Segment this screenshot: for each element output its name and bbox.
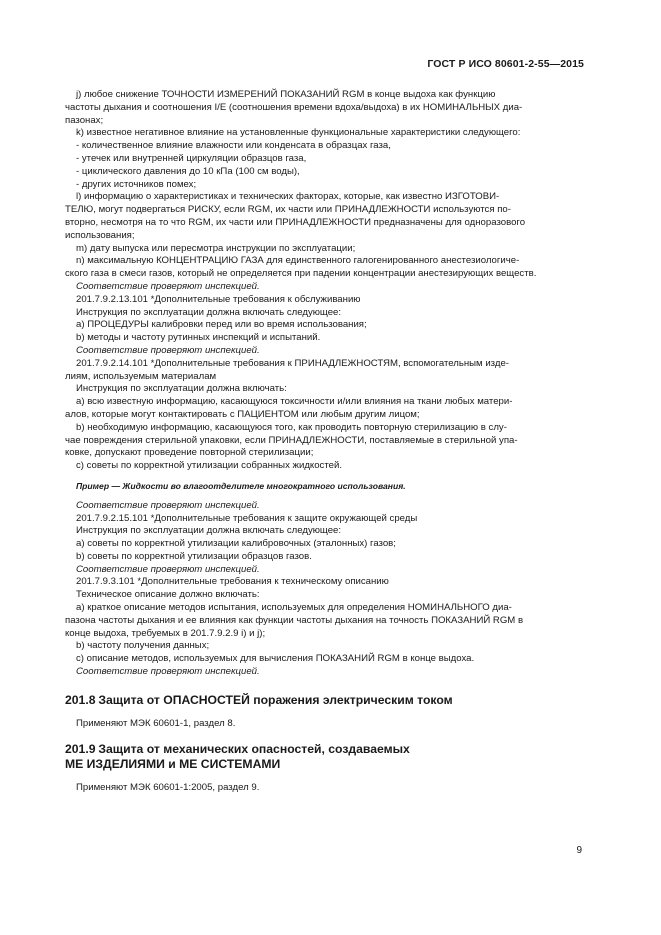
clause-93-intro: Техническое описание должно включать: bbox=[76, 589, 260, 601]
section-201-8-heading bbox=[65, 693, 584, 708]
spacer bbox=[76, 708, 584, 718]
clause-14-title-line2: лиям, используемым материалам bbox=[65, 370, 217, 382]
clause-14-item-c: c) советы по корректной утилизации собранных жидкостей. bbox=[76, 460, 342, 472]
section-201-8-number: 201.8 bbox=[65, 692, 96, 707]
example-note: Пример — Жидкости во влагоотделителе многократного использования. bbox=[76, 480, 406, 491]
section-201-8-title: Защита от ОПАСНОСТЕЙ поражения электрическим током bbox=[98, 692, 453, 707]
clause-14-intro: Инструкция по эксплуатации должна включать: bbox=[76, 383, 287, 395]
compliance-note-4: Соответствие проверяют инспекцией. bbox=[76, 563, 260, 575]
item-n-line1: n) максимальную КОНЦЕНТРАЦИЮ ГАЗА для единственного галогенированного анестезиологиче- bbox=[76, 255, 520, 267]
item-k-intro: k) известное негативное влияние на установленные функциональные характеристики следующего: bbox=[76, 127, 521, 139]
clause-15-title: 201.7.9.2.15.101 *Дополнительные требования к защите окружающей среды bbox=[76, 512, 418, 524]
section-201-9-heading bbox=[65, 742, 584, 757]
compliance-note-2: Соответствие проверяют инспекцией. bbox=[76, 344, 260, 356]
clause-14-item-a-line1: a) всю известную информацию, касающуюся токсичности и/или влияния на ткани любых матери- bbox=[76, 396, 513, 408]
spacer bbox=[76, 772, 584, 782]
compliance-note-3: Соответствие проверяют инспекцией. bbox=[76, 499, 260, 511]
section-201-9-title-line2: МЕ ИЗДЕЛИЯМИ и МЕ СИСТЕМАМИ bbox=[65, 756, 281, 771]
clause-13-title: 201.7.9.2.13.101 *Дополнительные требования к обслуживанию bbox=[76, 293, 361, 305]
clause-93-item-a-line1: a) краткое описание методов испытания, используемых для определения НОМИНАЛЬНОГО диа- bbox=[76, 602, 512, 614]
item-l-line2: ТЕЛЮ, могут подвергаться РИСКУ, если RGM, их части или ПРИНАДЛЕЖНОСТИ используются по- bbox=[65, 204, 511, 216]
section-201-9-text: Применяют МЭК 60601-1:2005, раздел 9. bbox=[76, 781, 260, 793]
clause-14-item-b-line3: ковке, допускают проведение повторной стерилизации; bbox=[65, 447, 314, 459]
item-m: m) дату выпуска или пересмотра инструкции по эксплуатации; bbox=[76, 242, 356, 254]
clause-15-intro: Инструкция по эксплуатации должна включать следующее: bbox=[76, 525, 342, 537]
clause-14-item-b-line1: b) необходимую информацию, касающуюся того, как проводить повторную стерилизацию в слу- bbox=[76, 421, 507, 433]
item-l-line4: использования; bbox=[65, 229, 135, 241]
compliance-note-1: Соответствие проверяют инспекцией. bbox=[76, 280, 260, 292]
item-j-line1: j) любое снижение ТОЧНОСТИ ИЗМЕРЕНИЙ ПОКАЗАНИЙ RGM в конце выдоха как функцию bbox=[76, 89, 496, 100]
clause-13-item-a: a) ПРОЦЕДУРЫ калибровки перед или во время использования; bbox=[76, 319, 367, 331]
clause-13-item-b: b) методы и частоту рутинных инспекций и испытаний. bbox=[76, 332, 321, 344]
section-201-8-text: Применяют МЭК 60601-1, раздел 8. bbox=[76, 717, 236, 729]
document-standard-header: ГОСТ Р ИСО 80601-2-55—2015 bbox=[427, 58, 584, 70]
spacer bbox=[76, 731, 584, 742]
item-k-bullet-2: - утечек или внутренней циркуляции образцов газа, bbox=[76, 152, 307, 164]
clause-93-title: 201.7.9.3.101 *Дополнительные требования к техническому описанию bbox=[76, 576, 389, 588]
clause-93-item-a-line3: конце выдоха, требуемых в 201.7.9.2.9 i) и j); bbox=[65, 627, 266, 639]
section-201-9-number: 201.9 bbox=[65, 741, 96, 756]
clause-93-item-c: c) описание методов, используемых для вычисления ПОКАЗАНИЙ RGM в конце выдоха. bbox=[76, 653, 475, 665]
item-l-line3: вторно, несмотря на то что RGM, их части или ПРИНАДЛЕЖНОСТИ предназначены для одноразового bbox=[65, 216, 526, 228]
clause-14-title-line1: 201.7.9.2.14.101 *Дополнительные требования к ПРИНАДЛЕЖНОСТЯМ, вспомогательным изде- bbox=[76, 357, 509, 369]
document-body bbox=[65, 89, 584, 794]
clause-13-intro: Инструкция по эксплуатации должна включать следующее: bbox=[76, 306, 342, 318]
item-k-bullet-1: - количественное влияние влажности или конденсата в образцах газа, bbox=[76, 140, 391, 152]
compliance-note-5: Соответствие проверяют инспекцией. bbox=[76, 666, 260, 678]
spacer bbox=[76, 679, 584, 693]
clause-15-item-b: b) советы по корректной утилизации образцов газов. bbox=[76, 550, 312, 562]
item-n-line2: ского газа в смеси газов, который не определяется при падении концентрации анестезирующих веществ. bbox=[65, 268, 537, 280]
page-number: 9 bbox=[576, 845, 582, 856]
item-j-line2: частоты дыхания и соотношения I/E (соотношения времени вдоха/выдоха) в их НОМИНАЛЬНЫХ диа- bbox=[65, 101, 523, 113]
item-j-line3: пазонах; bbox=[65, 114, 104, 126]
clause-93-item-a-line2: пазона частоты дыхания и ее влияния как функции частоты дыхания на точность ПОКАЗАНИЙ RGM в bbox=[65, 614, 524, 626]
clause-14-item-b-line2: чае повреждения стерильной упаковки, если ПРИНАДЛЕЖНОСТИ, поставляемые в стерильной упа- bbox=[65, 434, 518, 446]
clause-14-item-a-line2: алов, которые могут контактировать с ПАЦИЕНТОМ или любым другим лицом; bbox=[65, 408, 420, 420]
clause-93-item-b: b) частоту получения данных; bbox=[76, 640, 210, 652]
clause-15-item-a: a) советы по корректной утилизации калибровочных (эталонных) газов; bbox=[76, 538, 396, 550]
item-k-bullet-4: - других источников помех; bbox=[76, 178, 197, 190]
item-l-line1: l) информацию о характеристиках и технических факторах, которые, как известно ИЗГОТОВИ- bbox=[76, 191, 500, 203]
item-k-bullet-3: - циклического давления до 10 кПа (100 см воды), bbox=[76, 165, 300, 177]
section-201-9-title-line1: Защита от механических опасностей, создаваемых bbox=[98, 741, 410, 756]
